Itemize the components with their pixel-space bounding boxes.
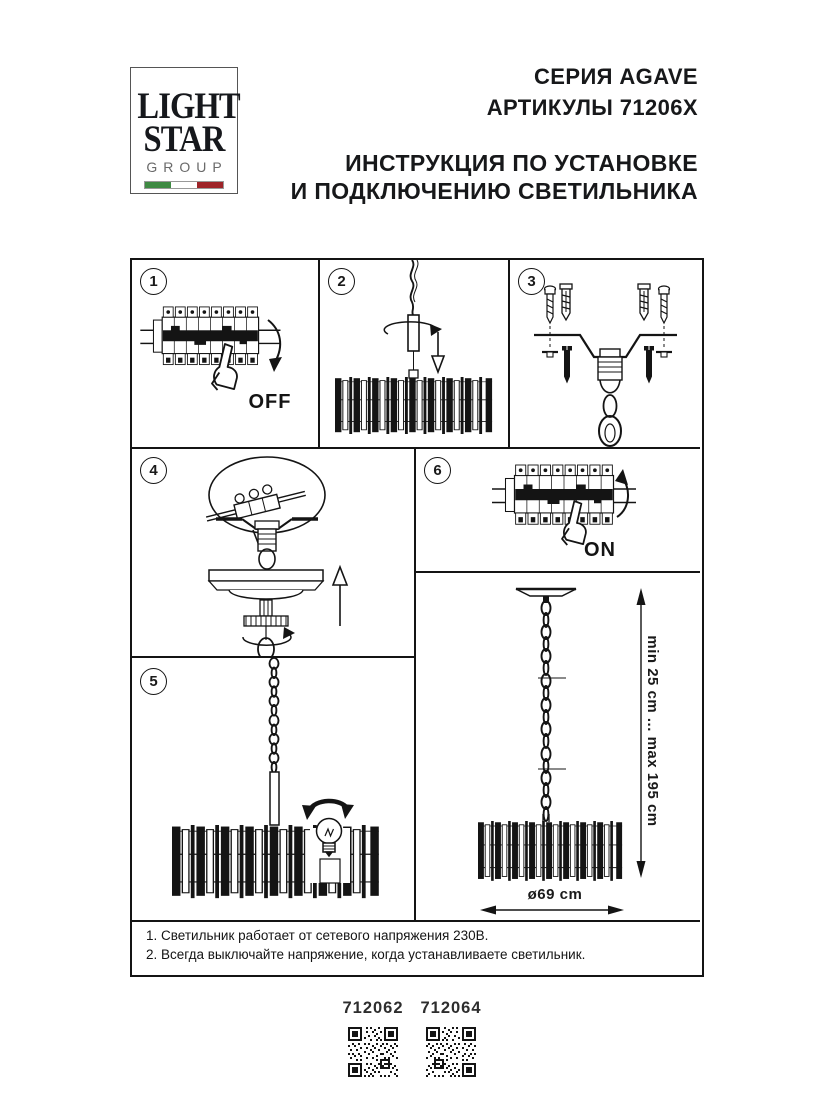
bulb-installation-illustration — [132, 658, 414, 920]
qr-code-712064 — [426, 1027, 476, 1077]
circuit-breaker-on-illustration — [416, 449, 698, 571]
step-5-number: 5 — [140, 668, 167, 695]
black-screw-icon — [644, 346, 654, 384]
step-5-panel — [132, 658, 414, 920]
logo-text-star: STAR — [143, 119, 225, 160]
off-label: OFF — [248, 391, 292, 413]
articles-title: АРТИКУЛЫ 71206X — [486, 95, 698, 120]
screw-icon — [545, 286, 556, 323]
wall-anchor-icon — [560, 284, 572, 320]
crystal-drum-icon — [335, 377, 492, 434]
wiring-canopy-illustration — [132, 449, 414, 656]
note-line-2: 2. Всегда выключайте напряжение, когда устанавливаете светильник. — [146, 947, 586, 962]
on-label: ON — [584, 539, 616, 561]
canopy-icon — [209, 570, 323, 581]
step-3-number: 3 — [518, 268, 545, 295]
product-code-712062: 712062 — [342, 999, 404, 1017]
lightstar-logo — [130, 67, 238, 194]
step-4-number: 4 — [140, 457, 167, 484]
step-6-panel — [416, 449, 698, 571]
step-2-number: 2 — [328, 268, 355, 295]
step-4-panel — [132, 449, 414, 656]
page-title-line1: ИНСТРУКЦИЯ ПО УСТАНОВКЕ — [345, 150, 698, 176]
socket-icon — [320, 859, 340, 883]
step-1-number: 1 — [140, 268, 167, 295]
chain-icon — [542, 601, 551, 675]
screw-icon — [659, 286, 670, 323]
page-title-line2: И ПОДКЛЮЧЕНИЮ СВЕТИЛЬНИКА — [290, 178, 698, 204]
series-title: СЕРИЯ AGAVE — [534, 64, 698, 89]
safety-notes — [146, 928, 686, 962]
qr-code-712062 — [348, 1027, 398, 1077]
crystal-drum-icon — [478, 821, 622, 881]
arrow-up-icon — [615, 469, 628, 485]
suspension-height-label: min 25 cm ... max 195 cm — [644, 635, 661, 827]
black-screw-icon — [562, 346, 572, 384]
divider-h4 — [130, 920, 700, 922]
italian-flag-stripe — [144, 181, 224, 189]
logo-text-group: GROUP — [146, 159, 228, 175]
diameter-label: ø69 cm — [527, 886, 583, 903]
arrow-up-icon — [333, 567, 347, 585]
step-6-number: 6 — [424, 457, 451, 484]
wall-anchor-icon — [638, 284, 650, 320]
note-line-1: 1. Светильник работает от сетевого напряжения 230В. — [146, 928, 489, 943]
arrow-down-icon — [269, 357, 282, 372]
arrow-down-icon — [432, 356, 444, 372]
product-code-712064: 712064 — [420, 999, 482, 1017]
chain-icon — [270, 658, 279, 716]
logo-text-light: LIGHT — [137, 86, 240, 127]
